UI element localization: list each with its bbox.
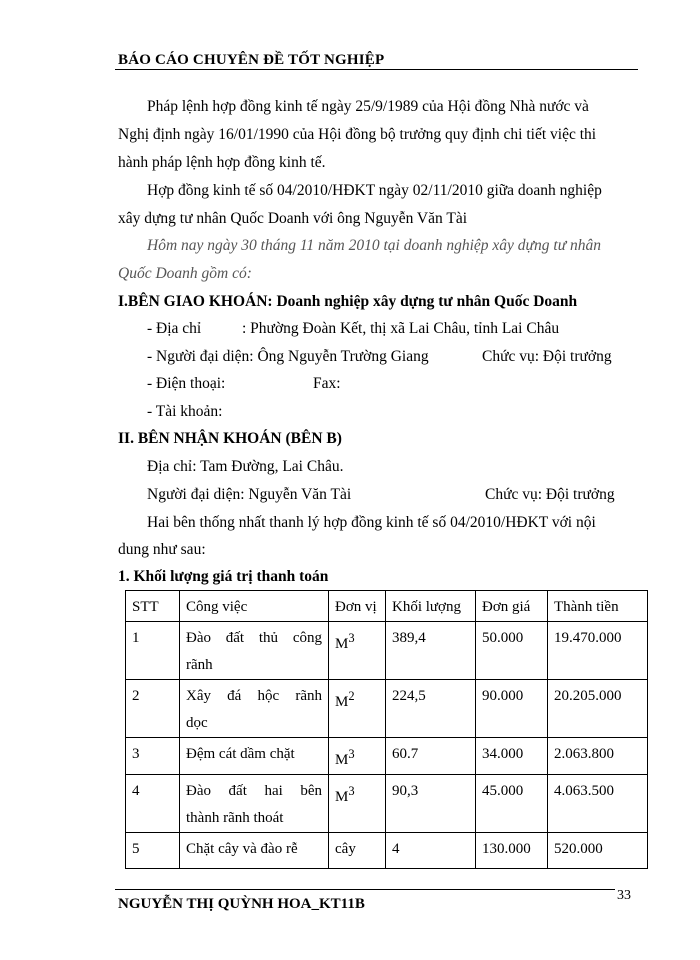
cell-unit [329,680,386,738]
cell-unit [329,833,386,869]
cell-total: 520.000 [548,833,648,869]
section-1-heading: I.BÊN GIAO KHOÁN: Doanh nghiệp xây dựng tư nhân Quốc Doanh [118,293,578,310]
header-unit: Đơn vị [329,591,386,622]
cell-job [180,775,329,833]
page-header-title: BÁO CÁO CHUYÊN ĐỀ TỐT NGHIỆP [118,52,385,68]
paragraph-2-line-1: Hợp đồng kinh tế số 04/2010/HĐKT ngày 02/11/2010 giữa doanh nghiệp [147,182,602,199]
cell-unit-price: 50.000 [476,622,548,680]
footer-author-name: NGUYỄN THỊ QUỲNH HOA_KT11B [118,896,365,912]
cell-stt: 4 [126,775,180,833]
cell-unit [329,738,386,775]
paragraph-2-line-2: xây dựng tư nhân Quốc Doanh với ông Nguyễn Văn Tài [118,210,468,227]
header-unit-price: Đơn giá [476,591,548,622]
header-stt: STT [126,591,180,622]
header-quantity: Khối lượng [386,591,476,622]
cell-job [180,738,329,775]
payment-table [125,590,648,869]
paragraph-1-line-2: Nghị định ngày 16/01/1990 của Hội đồng bộ trưởng quy định chi tiết việc thi [118,126,597,143]
job-line-2: rãnh [186,657,213,673]
party-a-representative: - Người đại diện: Ông Nguyễn Trường Giang [147,348,429,365]
paragraph-4-line-2: dung như sau: [118,541,206,558]
cell-total: 2.063.800 [548,738,648,775]
party-b-address: Địa chỉ: Tam Đường, Lai Châu. [147,458,344,475]
party-a-address-value: : Phường Đoàn Kết, thị xã Lai Châu, tỉnh Lai Châu [242,320,560,337]
footer-rule [115,889,615,890]
party-b-position: Chức vụ: Đội trưởng [485,486,615,503]
cell-stt: 3 [126,738,180,775]
cell-unit-price: 45.000 [476,775,548,833]
paragraph-1-line-1: Pháp lệnh hợp đồng kinh tế ngày 25/9/1989 của Hội đồng Nhà nước và [147,98,589,115]
cell-job [180,622,329,680]
cell-total: 4.063.500 [548,775,648,833]
cell-stt: 2 [126,680,180,738]
job-line-1: Đào đất thủ công [186,630,322,646]
unit-text: M [335,636,349,652]
page-number: 33 [617,888,631,903]
table-row [126,680,648,738]
job-line-1: Đệm cát dầm chặt [186,746,295,762]
section-3-heading: 1. Khối lượng giá trị thanh toán [118,568,329,585]
unit-text: cây [335,841,356,857]
cell-quantity: 224,5 [386,680,476,738]
header-rule [115,69,638,70]
unit-superscript: 2 [348,689,355,703]
paragraph-4-line-1: Hai bên thống nhất thanh lý hợp đồng kinh tế số 04/2010/HĐKT với nội [147,514,596,531]
cell-quantity: 4 [386,833,476,869]
cell-stt: 5 [126,833,180,869]
unit-superscript: 3 [348,631,355,645]
paragraph-3-line-2: Quốc Doanh gồm có: [118,265,252,282]
party-a-address-label: - Địa chỉ [147,320,202,337]
table-row [126,833,648,869]
party-a-position: Chức vụ: Đội trưởng [482,348,612,365]
header-total: Thành tiền [548,591,648,622]
unit-text: M [335,752,349,768]
header-job: Công việc [180,591,329,622]
table-row [126,738,648,775]
party-a-fax-label: Fax: [313,375,341,392]
unit-text: M [335,789,349,805]
cell-stt: 1 [126,622,180,680]
table-header-row [126,591,648,622]
cell-job [180,680,329,738]
job-line-2: thành rãnh thoát [186,810,284,826]
paragraph-1-line-3: hành pháp lệnh hợp đồng kinh tế. [118,154,326,171]
party-a-account-label: - Tài khoản: [147,403,223,420]
party-b-representative: Người đại diện: Nguyễn Văn Tài [147,486,352,503]
job-line-1: Chặt cây và đào rễ [186,841,298,857]
cell-job [180,833,329,869]
cell-quantity: 60.7 [386,738,476,775]
cell-unit-price: 34.000 [476,738,548,775]
cell-total: 20.205.000 [548,680,648,738]
cell-quantity: 389,4 [386,622,476,680]
cell-unit [329,775,386,833]
cell-unit [329,622,386,680]
job-line-1: Xây đá hộc rãnh [186,688,322,704]
table-row [126,775,648,833]
table-row [126,622,648,680]
cell-quantity: 90,3 [386,775,476,833]
paragraph-3-line-1: Hôm nay ngày 30 tháng 11 năm 2010 tại doanh nghiệp xây dựng tư nhân [147,237,602,254]
unit-text: M [335,694,349,710]
job-line-2: dọc [186,715,208,731]
cell-total: 19.470.000 [548,622,648,680]
job-line-1: Đào đất hai bên [186,783,322,799]
unit-superscript: 3 [348,784,355,798]
unit-superscript: 3 [348,747,355,761]
section-2-heading: II. BÊN NHẬN KHOÁN (BÊN B) [118,430,342,447]
cell-unit-price: 90.000 [476,680,548,738]
cell-unit-price: 130.000 [476,833,548,869]
party-a-phone-label: - Điện thoại: [147,375,226,392]
